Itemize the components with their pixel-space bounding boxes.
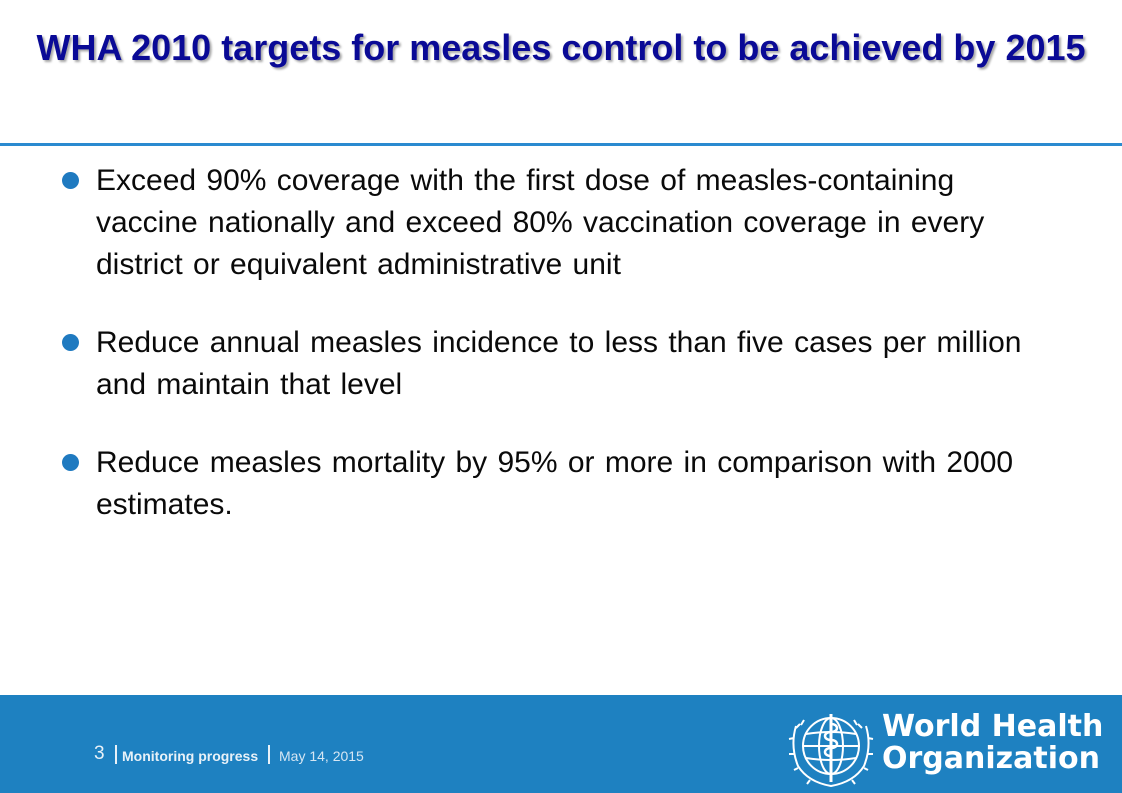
bullet-dot-icon <box>62 334 79 351</box>
presentation-date: May 14, 2015 <box>279 748 364 764</box>
bullet-item <box>62 442 1062 526</box>
bullet-text: Exceed 90% coverage with the first dose of measles-containing vaccine nationally and exceed 80% vaccination coverage in every district or equivalent administrative unit <box>96 164 985 281</box>
logo-text-line1: World Health <box>882 709 1104 744</box>
bullet-text: Reduce measles mortality by 95% or more in comparison with 2000 estimates. <box>96 446 1014 521</box>
footer-separator <box>115 745 117 764</box>
logo-text-line2: Organization <box>882 741 1100 776</box>
bullet-dot-icon <box>62 172 79 189</box>
bullet-item <box>62 160 1062 286</box>
bullet-list <box>62 160 1062 562</box>
footer <box>0 695 1122 793</box>
bullet-item <box>62 322 1062 406</box>
who-logo-text <box>882 711 1103 775</box>
footer-separator <box>268 745 270 764</box>
title-divider <box>0 143 1122 146</box>
who-emblem-icon <box>786 704 876 792</box>
bullet-text: Reduce annual measles incidence to less than five cases per million and maintain that level <box>96 326 1022 401</box>
slide-title: WHA 2010 targets for measles control to be achieved by 2015 <box>36 27 1086 68</box>
presentation-title: Monitoring progress <box>122 748 259 764</box>
page-number: 3 <box>94 743 105 764</box>
bullet-dot-icon <box>62 454 79 471</box>
